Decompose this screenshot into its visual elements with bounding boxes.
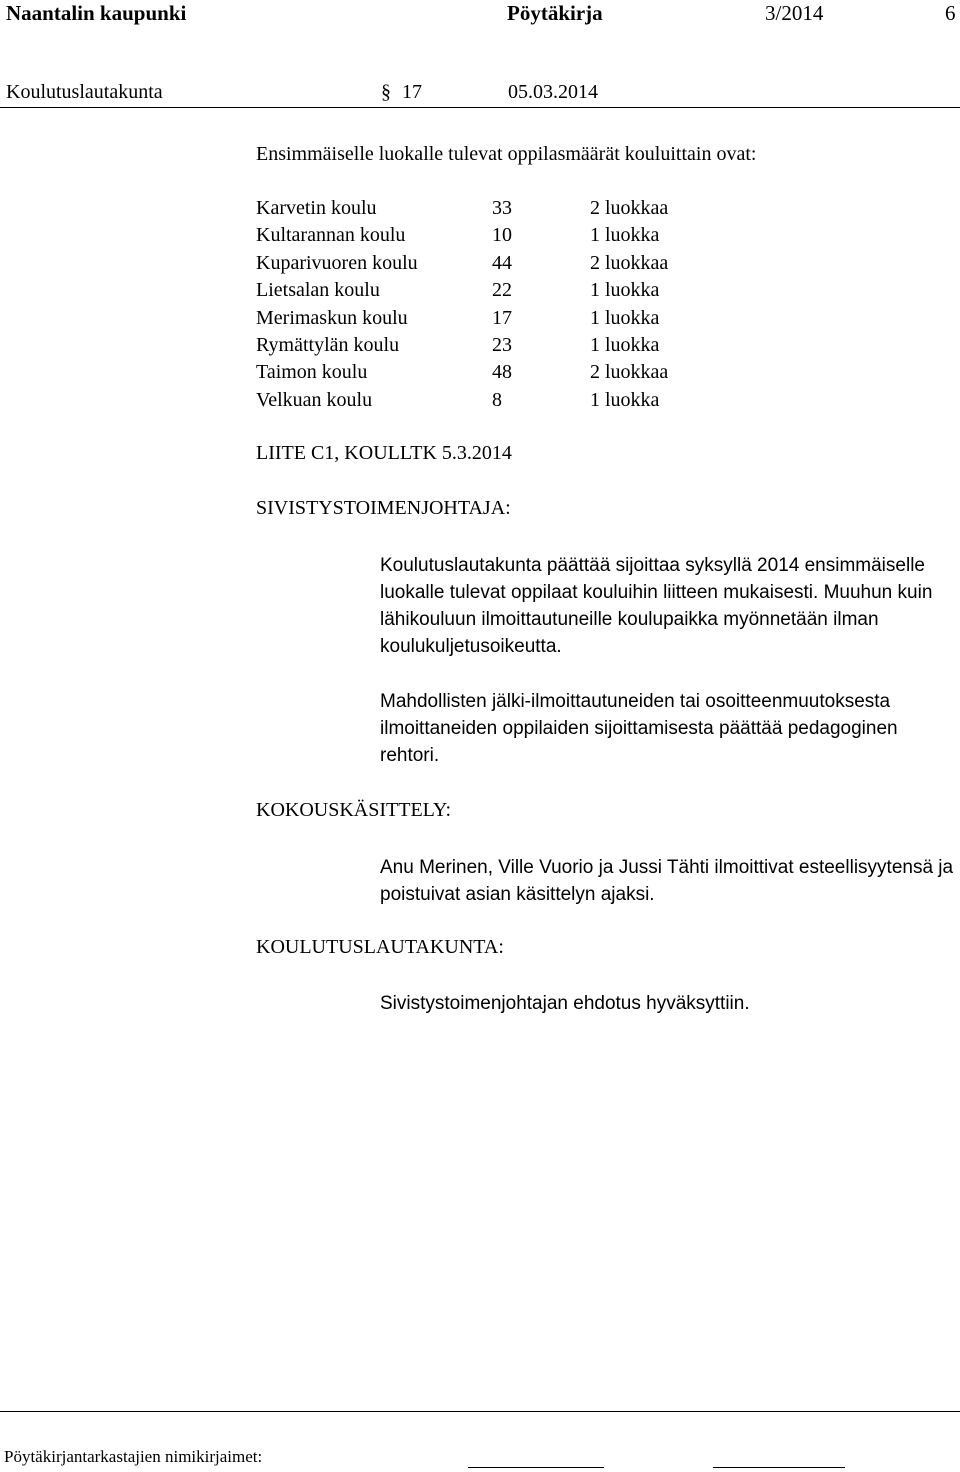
section-heading-sivistystoimenjohtaja: SIVISTYSTOIMENJOHTAJA: [256, 497, 511, 519]
pupil-count: 44 [492, 251, 512, 274]
school-table [256, 195, 668, 414]
section-symbol: § [381, 81, 391, 103]
school-name: Taimon koulu [256, 361, 368, 384]
header-doc-type: Pöytäkirja [507, 1, 603, 25]
header-divider [0, 107, 960, 108]
table-row [256, 332, 668, 359]
class-count: 2 luokkaa [590, 197, 669, 219]
class-count: 1 luokka [590, 388, 660, 411]
table-row [256, 195, 668, 222]
class-count: 1 luokka [590, 279, 660, 302]
table-row [256, 387, 668, 414]
pupil-count: 17 [492, 306, 512, 329]
school-name: Rymättylän koulu [256, 334, 400, 357]
school-name: Lietsalan koulu [256, 279, 380, 302]
table-row [256, 222, 668, 249]
header-doc-number: 3/2014 [765, 1, 824, 25]
pupil-count: 48 [492, 361, 512, 384]
footer-divider [0, 1411, 960, 1412]
meeting-date: 05.03.2014 [508, 81, 598, 103]
pupil-count: 23 [492, 334, 512, 357]
class-count: 2 luokkaa [590, 251, 669, 274]
signature-line [713, 1467, 845, 1468]
school-name: Velkuan koulu [256, 388, 373, 411]
table-row [256, 305, 668, 332]
school-name: Kuparivuoren koulu [256, 251, 418, 274]
signature-line [468, 1467, 604, 1468]
section-heading-koulutuslautakunta: KOULUTUSLAUTAKUNTA: [256, 936, 504, 958]
meeting-handling-paragraph: Anu Merinen, Ville Vuorio ja Jussi Tähti ilmoittivat esteellisyytensä ja poistuivat asian käsittelyn ajaksi. [380, 857, 954, 905]
attachment-reference: LIITE C1, KOULLTK 5.3.2014 [256, 442, 512, 464]
proposal-paragraph-2: Mahdollisten jälki-ilmoittautuneiden tai osoitteenmuutoksesta ilmoittaneiden oppilaiden sijoittamisesta päättää pedagoginen rehtori. [380, 691, 898, 766]
section-heading-kokouskasittely: KOKOUSKÄSITTELY: [256, 799, 452, 821]
intro-text: Ensimmäiselle luokalle tulevat oppilasmäärät kouluittain ovat: [256, 143, 757, 165]
school-name: Kultarannan koulu [256, 224, 406, 247]
header-city: Naantalin kaupunki [6, 1, 187, 25]
header-page-number: 6 [945, 1, 956, 25]
board-name: Koulutuslautakunta [6, 81, 163, 103]
pupil-count: 22 [492, 279, 512, 302]
pupil-count: 10 [492, 224, 512, 247]
class-count: 1 luokka [590, 334, 660, 357]
table-row [256, 277, 668, 304]
footer-label: Pöytäkirjantarkastajien nimikirjaimet: [4, 1447, 263, 1466]
proposal-paragraph: Koulutuslautakunta päättää sijoittaa syksyllä 2014 ensimmäiselle luokalle tulevat oppilaat kouluihin liitteen mukaisesti. Muuhun kuin lähikouluun ilmoittautuneille koulupaikka myönnetään ilman koulukuljetusoikeutta. [380, 555, 933, 657]
class-count: 1 luokka [590, 224, 660, 247]
section-number: 17 [402, 81, 422, 103]
table-row [256, 250, 668, 277]
class-count: 2 luokkaa [590, 361, 669, 384]
class-count: 1 luokka [590, 306, 660, 329]
pupil-count: 33 [492, 197, 512, 219]
pupil-count: 8 [492, 388, 502, 411]
school-name: Karvetin koulu [256, 197, 377, 219]
table-row [256, 359, 668, 386]
school-name: Merimaskun koulu [256, 306, 408, 329]
decision-paragraph: Sivistystoimenjohtajan ehdotus hyväksyttiin. [380, 993, 750, 1014]
